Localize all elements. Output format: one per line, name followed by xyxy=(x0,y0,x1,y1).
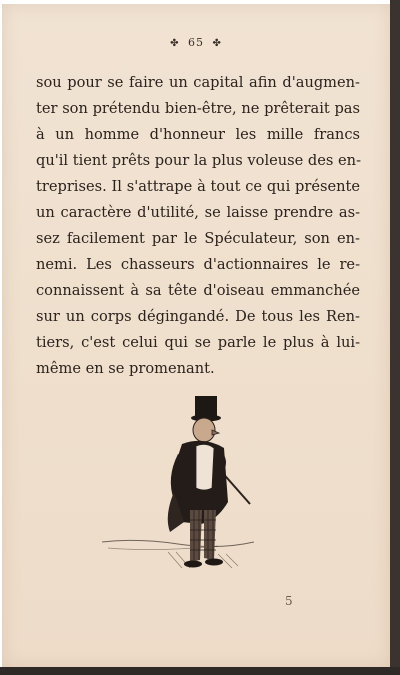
text-line: nemi. Les chasseurs d'actionnaires le re- xyxy=(36,256,360,273)
signature-mark: 5 xyxy=(285,594,293,608)
text-line: sou pour se faire un capital afin d'augmen- xyxy=(36,74,360,91)
text-line: ter son prétendu bien-être, ne prêterait pas xyxy=(36,100,360,117)
page-edge-shadow xyxy=(0,667,400,675)
engraved-figure-illustration xyxy=(98,392,258,582)
page-header xyxy=(2,36,390,49)
text-line: sur un corps dégingandé. De tous les Ren- xyxy=(36,308,360,325)
page-number: 65 xyxy=(188,36,204,49)
text-line: à un homme d'honneur les mille francs xyxy=(36,126,360,143)
text-line: sez facilement par le Spéculateur, son en- xyxy=(36,230,360,247)
ornament-right-icon: ✤ xyxy=(212,38,222,49)
page-edge-shadow xyxy=(390,0,400,675)
body-paragraph xyxy=(36,70,360,382)
text-line: connaissent à sa tête d'oiseau emmanchée xyxy=(36,282,360,299)
text-line: tiers, c'est celui qui se parle le plus à lui- xyxy=(36,334,360,351)
book-page xyxy=(2,4,390,667)
text-line: qu'il tient prêts pour la plus voleuse des en- xyxy=(36,152,362,169)
text-line: treprises. Il s'attrape à tout ce qui présente xyxy=(36,178,360,195)
text-line: un caractère d'utilité, se laisse prendre as- xyxy=(36,204,360,221)
ornament-left-icon: ✤ xyxy=(170,38,180,49)
text-line: même en se promenant. xyxy=(36,360,215,377)
